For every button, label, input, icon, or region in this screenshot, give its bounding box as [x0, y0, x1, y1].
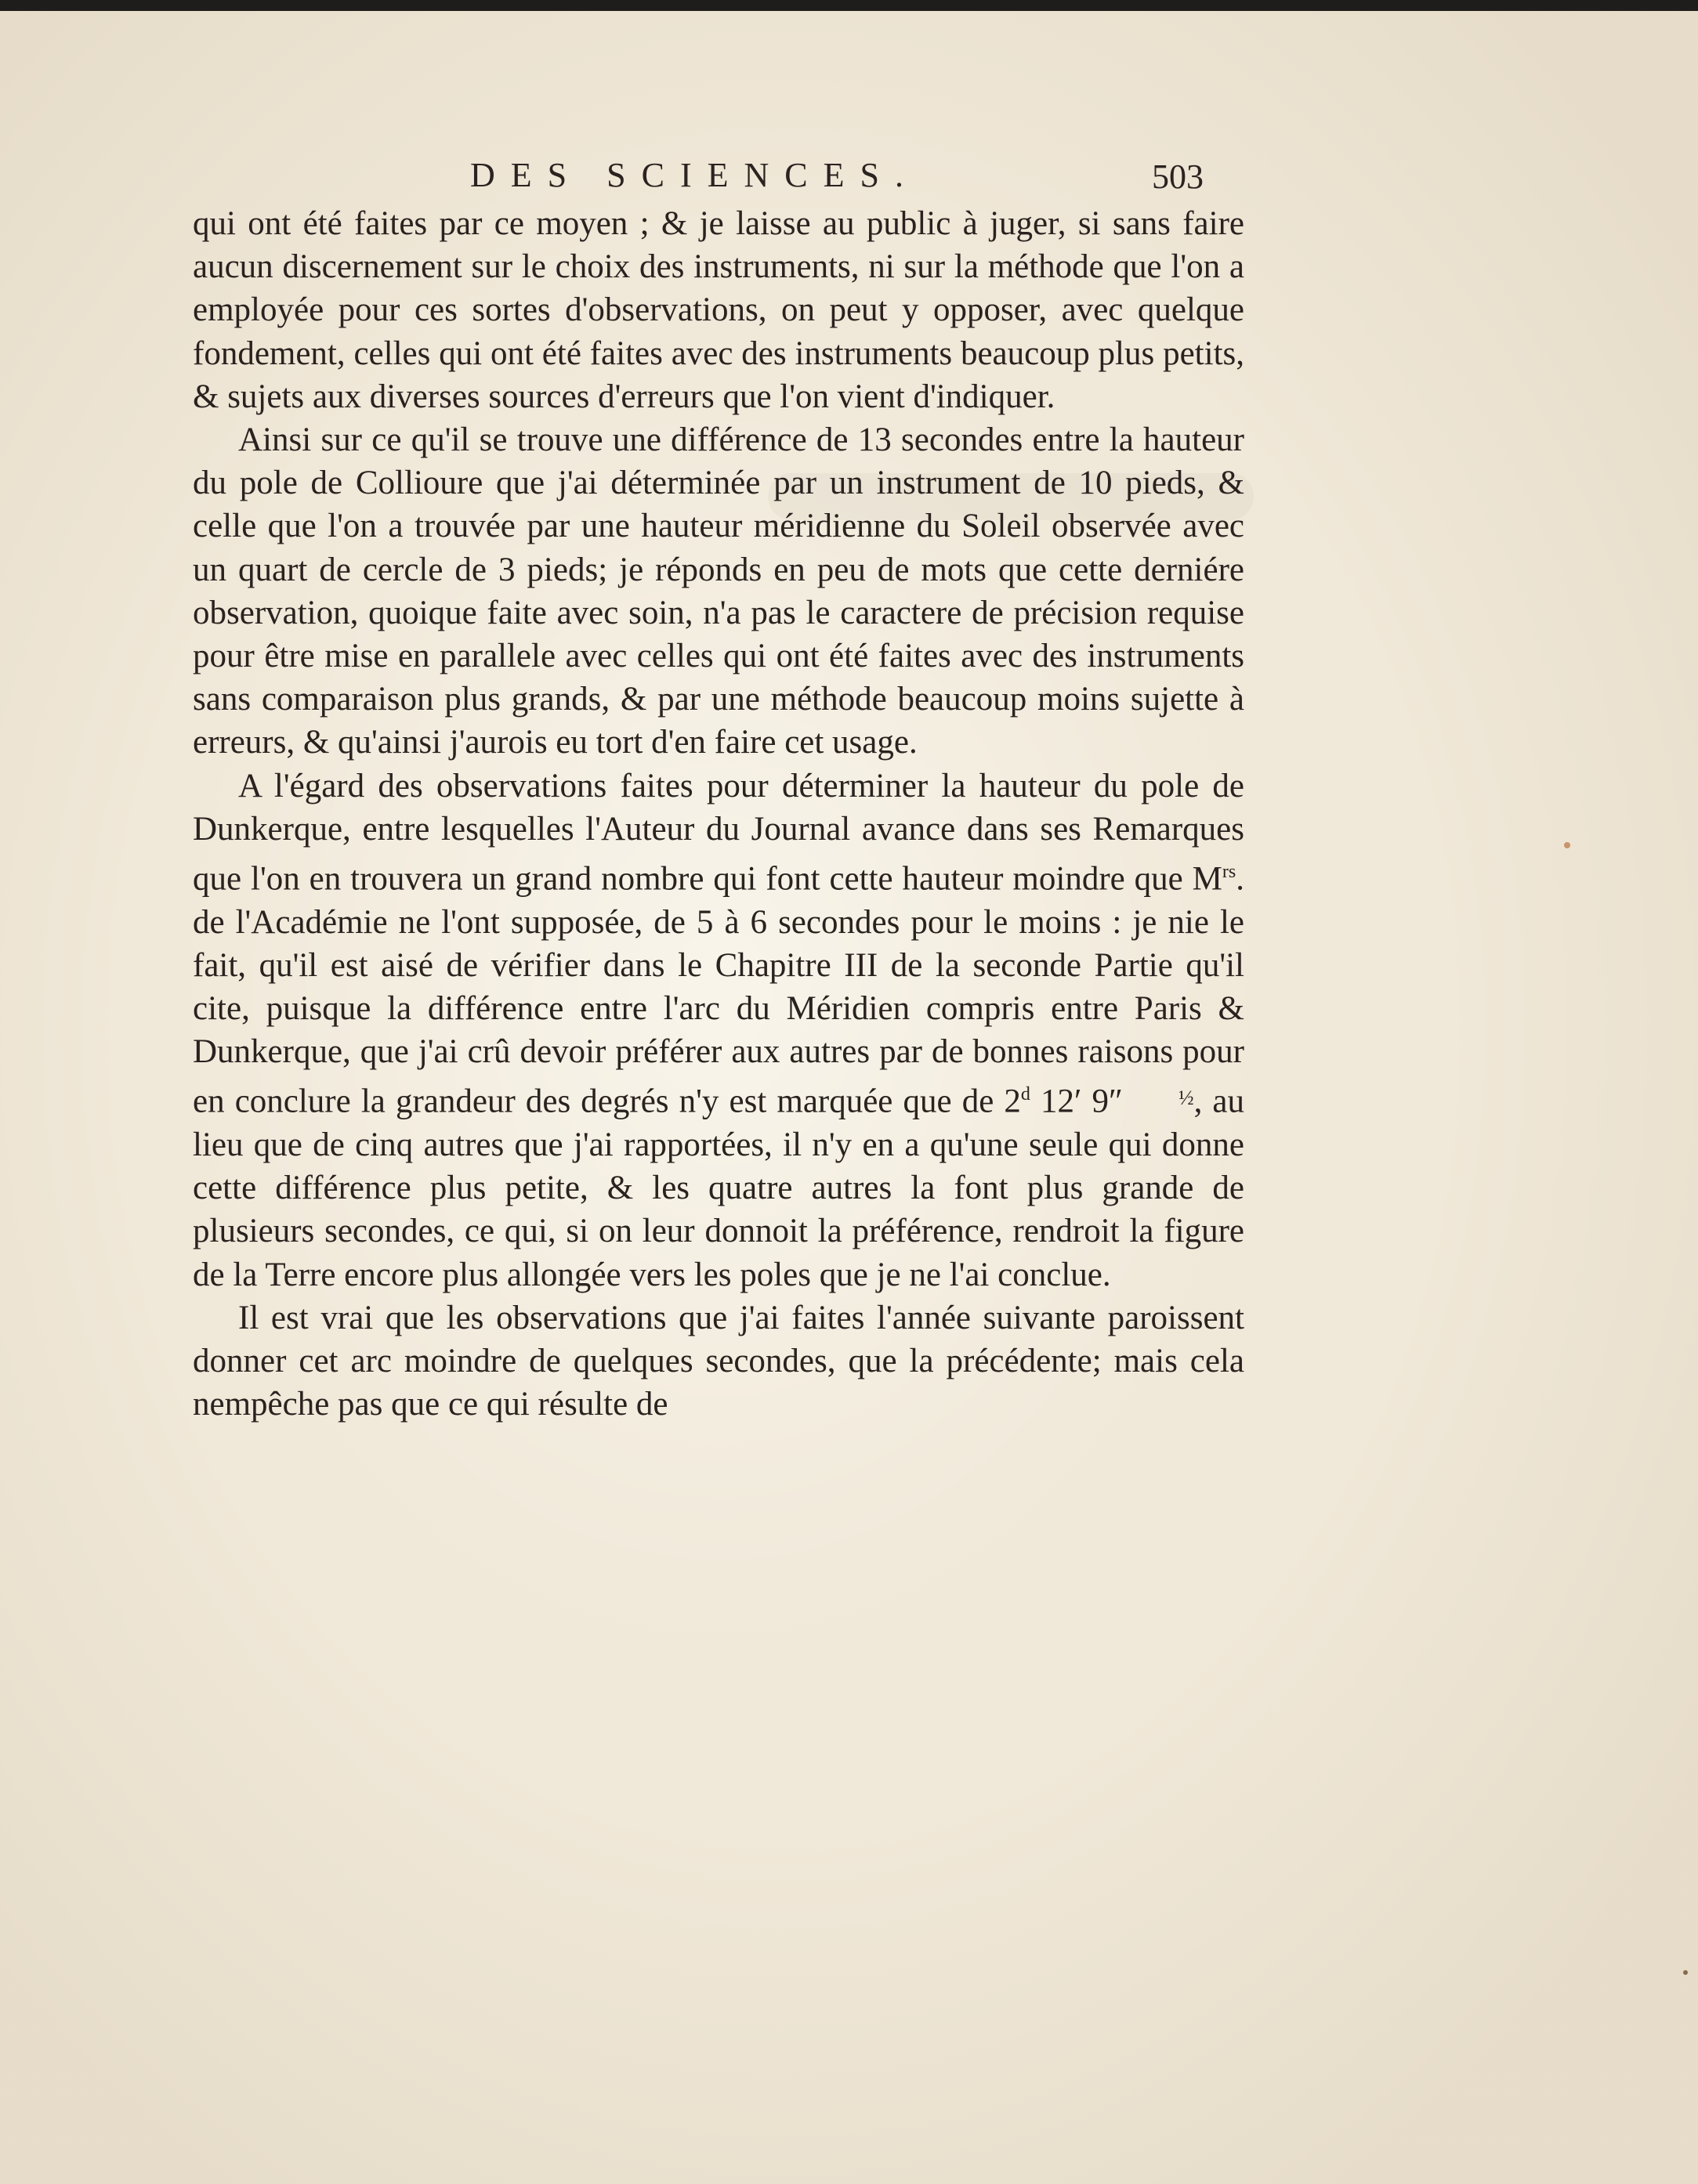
paragraph-4: Il est vrai que les observations que j'ai faites l'année suivante paroissent donner cet arc moindre de quelques secondes, que la précédente; mais cela nempêche pas que ce qui résulte de: [193, 1299, 1244, 1423]
body-text: [193, 202, 1244, 1426]
scan-top-edge: [0, 0, 1698, 11]
page-number: 503: [1152, 157, 1204, 196]
paper-speck: [1683, 1970, 1688, 1975]
paragraph-2: Ainsi sur ce qu'il se trouve une différence de 13 secondes entre la hauteur du pole de Collioure que j'ai déterminée par un instrument de 10 pieds, & celle que l'on a trouvée par une hauteur méridienne du Soleil observée avec un quart de cercle de 3 pieds; je réponds en peu de mots que cette derniére observation, quoique faite avec soin, n'a pas le caractere de précision requise pour être mise en parallele avec celles qui ont été faites avec des instruments sans comparaison plus grands, & par une méthode beaucoup moins sujette à erreurs, & qu'ainsi j'aurois eu tort d'en faire cet usage.: [193, 421, 1244, 761]
paragraph-3-minutes-seconds: 12′ 9″: [1030, 1083, 1134, 1120]
paragraph-3-part-3: , au lieu que de cinq autres que j'ai rapportées, il n'y en a qu'une seule qui donne cette différence plus petite, & les quatre autres la font plus grande de plusieurs secondes, ce qui, si on leur donnoit la préférence, rendroit la figure de la Terre encore plus allongée vers les poles que je ne l'ai conclue.: [193, 1083, 1245, 1293]
paragraph-3-part-2: . de l'Académie ne l'ont supposée, de 5 à 6 secondes pour le moins : je nie le fait, qu'il est aisé de vérifier dans le Chapitre III de la seconde Partie qu'il cite, puisque la différence entre l'arc du Méridien compris entre Paris & Dunkerque, que j'ai crû devoir préférer aux autres par de bonnes raisons pour en conclure la grandeur des degrés n'y est marquée que de 2: [193, 860, 1244, 1120]
running-head: DES SCIENCES.: [470, 156, 919, 194]
paragraph-1: qui ont été faites par ce moyen ; & je laisse au public à juger, si sans faire aucun discernement sur le choix des instruments, ni sur la méthode que l'on a employée pour ces sortes d'observations, on peut y opposer, avec quelque fondement, celles qui ont été faites avec des instruments beaucoup plus petits, & sujets aux diverses sources d'erreurs que l'on vient d'indiquer.: [193, 205, 1244, 415]
abbrev-superscript: rs: [1222, 862, 1236, 883]
paragraph-3: [193, 765, 1244, 1296]
fraction-half: ½: [1178, 1086, 1194, 1109]
paragraph-3-part-1: A l'égard des observations faites pour déterminer la hauteur du pole de Dunkerque, entre lesquelles l'Auteur du Journal avance dans ses Remarques que l'on en trouvera un grand nombre qui font cette hauteur moindre que M: [193, 767, 1244, 898]
degree-superscript: d: [1020, 1084, 1030, 1105]
paper-speck: [1564, 842, 1570, 848]
